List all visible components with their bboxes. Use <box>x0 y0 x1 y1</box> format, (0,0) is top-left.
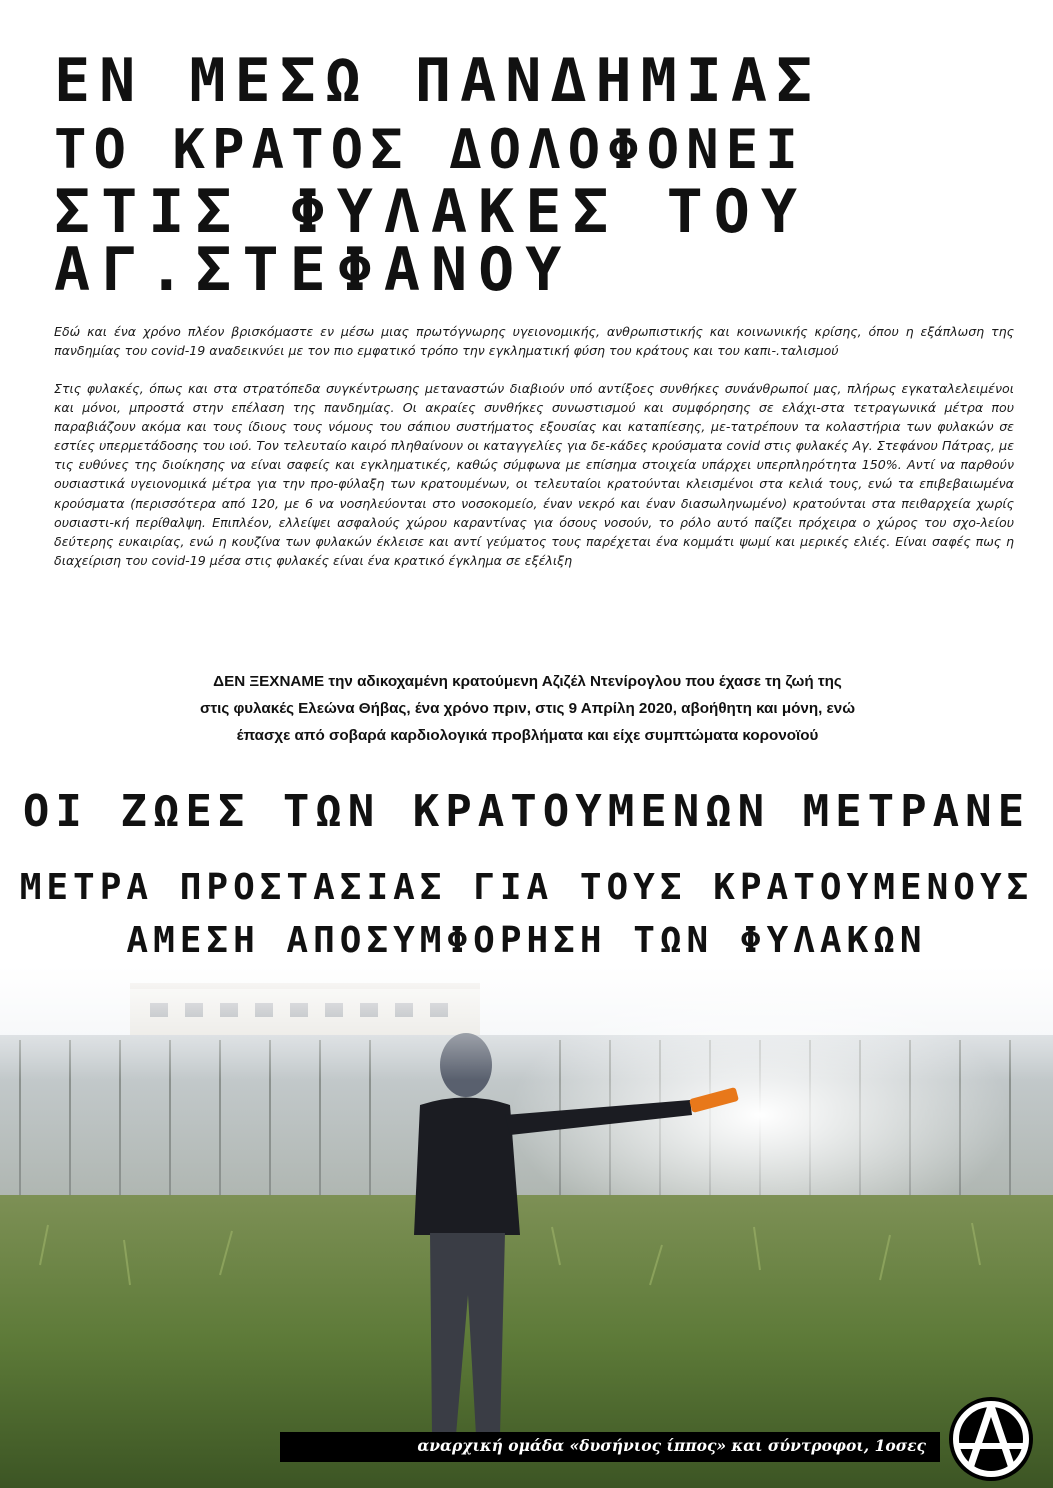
main-slogan: ΟΙ ΖΩΕΣ ΤΩΝ ΚΡΑΤΟΥΜΕΝΩΝ ΜΕΤΡΑΝΕ <box>22 786 1031 837</box>
body-paragraph-2: Στις φυλακές, όπως και στα στρατόπεδα συγκέντρωσης μεταναστών διαβιούν υπό αντίξοες συνθήκες συνάνθρωποί μας, πλήρως εγκαταλελειμένοι και μόνοι, μπροστά στην επέλαση της πανδημίας. Οι ακραίες συνθήκες συνωστισμού και συμφόρησης σε ελάχι-στα τετραγωνικά μέτρα που παραβιάζουν ακόμα και τους ίδιους τους νόμους του σάπιου συστήματος εξουσίας και καταπίεσης, με-τατρέπουν τα κολαστήρια των φυλακών σε εστίες υπερμετάδοσης του ιού. Τον τελευταίο καιρό πληθαίνουν οι καταγγελίες για δε-κάδες κρούσματα covid στις φυλακές Αγ. Στεφάνου Πάτρας, με τις ευθύνες της διοίκησης να είναι σαφείς και εγκληματικές, καθώς σύμφωνα με επίσημα στοιχεία υπάρχει υπερπληρότητα 150%. Αντί να παρθούν ουσιαστικά υγειονομικά μέτρα για την προ-φύλαξη των κρατουμένων, οι τελευταίοι κρατούνται κλεισμένοι στα κελιά τους, ενώ τα επιβεβαιωμένα κρούσματα (περισσότερα από 120, με 6 να νοσηλεύονται στο νοσοκομείο, έναν νεκρό και έναν διασωληνωμένο) κρατούνται στα πειθαρχεία χωρίς ουσιαστι-κή περίθαλψη. Επιπλέον, ελλείψει ασφαλούς χώρου καραντίνας για όσους νοσούν, το ρόλο αυτό παίζει πρόχειρα ο χώρος του σχο-λείου δεύτερης ευκαιρίας, ενώ η κουζίνα των φυλακών έκλεισε και αντί γεύματος τους παρέχεται ένα κομμάτι ψωμί και μερικές ελιές. Είναι σαφές πως η διαχείριση του covid-19 μέσα στις φυλακές είναι ένα κρατικό έγκλημα σε εξέλιξη <box>54 381 1014 568</box>
title-line-3: ΣΤΙΣ ΦΥΛΑΚΕΣ ΤΟΥ <box>54 177 808 247</box>
demand-slogan-1: ΜΕΤΡΑ ΠΡΟΣΤΑΣΙΑΣ ΓΙΑ ΤΟΥΣ ΚΡΑΤΟΥΜΕΝΟΥΣ <box>19 867 1034 908</box>
footer-band <box>280 1432 940 1462</box>
remembrance-line-2: στις φυλακές Ελεώνα Θήβας, ένα χρόνο πριν, στις 9 Απρίλη 2020, αβοήθητη και μόνη, ενώ <box>199 700 856 717</box>
title-line-2: ΤΟ ΚΡΑΤΟΣ ΔΟΛΟΦΟΝΕΙ <box>54 118 805 181</box>
title-line-1: ΕΝ ΜΕΣΩ ΠΑΝΔΗΜΙΑΣ <box>54 46 822 116</box>
group-signature: αναρχική ομάδα «δυσήνιος ίππος» και σύντροφοι, 1οσες <box>417 1436 926 1455</box>
body-paragraph-1: Εδώ και ένα χρόνο πλέον βρισκόμαστε εν μέσω μιας πρωτόγνωρης υγειονομικής, ανθρωπιστικής και κοινωνικής κρίσης, όπου η εξάπλωση της πανδημίας του covid-19 αναδεικνύει με τον πιο εμφατικό τρόπο την εγκληματική φύση του κράτους και του καπι-.ταλισμού <box>54 324 1014 359</box>
remembrance-line-3: έπασχε από σοβαρά καρδιολογικά προβλήματα και είχε συμπτώματα κορονοϊού <box>236 727 819 744</box>
circle-a-anarchy-icon <box>944 1392 1038 1486</box>
demand-slogan-2: ΑΜΕΣΗ ΑΠΟΣΥΜΦΟΡΗΣΗ ΤΩΝ ΦΥΛΑΚΩΝ <box>126 920 927 961</box>
title-line-4: ΑΓ.ΣΤΕΦΑΝΟΥ <box>54 235 573 305</box>
remembrance-line-1: ΔΕΝ ΞΕΧΝΑΜΕ την αδικοχαμένη κρατούμενη Αζιζέλ Ντενίρογλου που έχασε τη ζωή της <box>213 673 842 690</box>
protest-photo <box>0 965 1053 1488</box>
remembrance-statement <box>60 668 995 749</box>
